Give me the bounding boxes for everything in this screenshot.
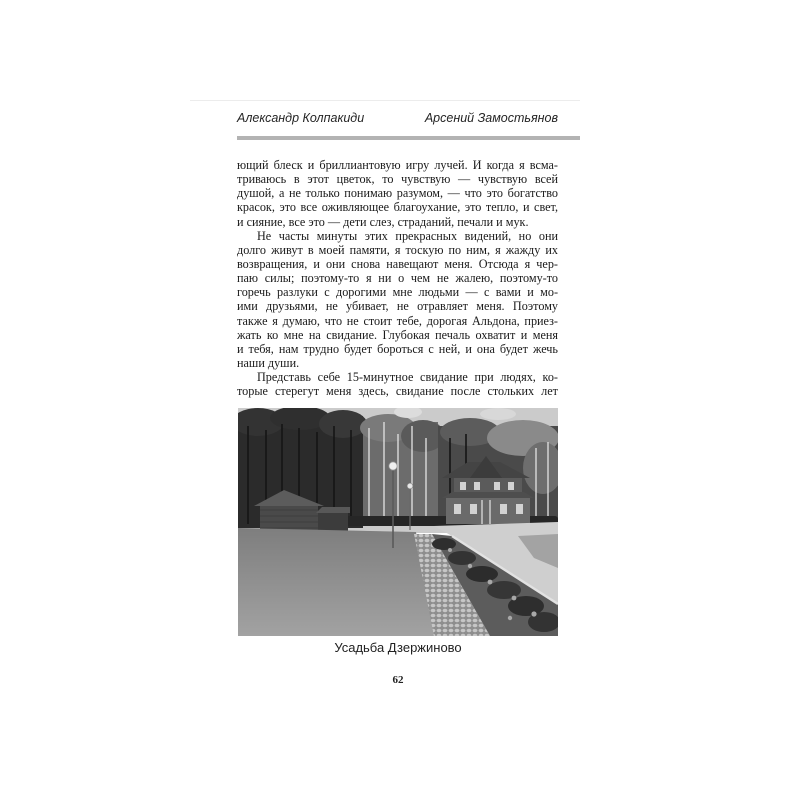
text-line: торые стерегут меня здесь, свидание после стольких лет <box>237 384 558 399</box>
paragraph <box>237 158 558 229</box>
figure-caption: Усадьба Дзержиново <box>334 640 462 655</box>
text-line: горечь разлуки с дорогими мне людьми — с вами и мо- <box>237 285 558 300</box>
text-line: и тебя, нам трудно будет бороться с ней, и она будет жечь <box>237 341 558 356</box>
estate-photo <box>238 408 558 636</box>
header-rule <box>237 136 580 140</box>
text-line: жать ко мне на свидание. Глубокая печаль охватит и меня <box>237 327 558 342</box>
text-line: красок, это все оживляющее благоухание, это тепло, и свет, <box>237 200 558 215</box>
body-text <box>237 158 558 398</box>
author-right: Арсений Замостьянов <box>424 111 558 125</box>
author-left: Александр Колпакиди <box>237 111 365 125</box>
text-line: долго живут в моей памяти, я тоскую по ним, я жажду их <box>237 242 558 257</box>
paragraph <box>237 370 558 398</box>
running-head <box>237 110 558 126</box>
text-line: триваюсь в этот цветок, то чувствую — чувствую всей <box>237 172 558 187</box>
text-line: и сияние, все это — дети слез, страданий, печали и мук. <box>237 214 529 229</box>
top-faint-rule <box>190 100 580 101</box>
text-line: также я думаю, что не стоит тебе, дорогая Альдона, приез- <box>237 313 558 328</box>
text-line: Представь себе 15-минутное свидание при людях, ко- <box>257 370 558 385</box>
text-line: возвращения, и они снова навещают меня. Отсюда я чер- <box>237 256 558 271</box>
text-line: Не часты минуты этих прекрасных видений, но они <box>257 228 558 243</box>
paragraph <box>237 229 558 370</box>
lawn <box>238 528 434 636</box>
text-line: ющий блеск и бриллиантовую игру лучей. И когда я всма- <box>237 158 558 172</box>
text-line: ими друзьями, не убивает, не отравляет меня. Поэтому <box>237 299 558 314</box>
text-line: наши души. <box>237 355 300 370</box>
text-line: душой, а не только понимаю разумом, — что это богатство <box>237 186 558 201</box>
page-number: 62 <box>392 674 404 686</box>
text-line: паю силы; поэтому-то я ни о чем не жалею, поэтому-то <box>237 271 558 286</box>
